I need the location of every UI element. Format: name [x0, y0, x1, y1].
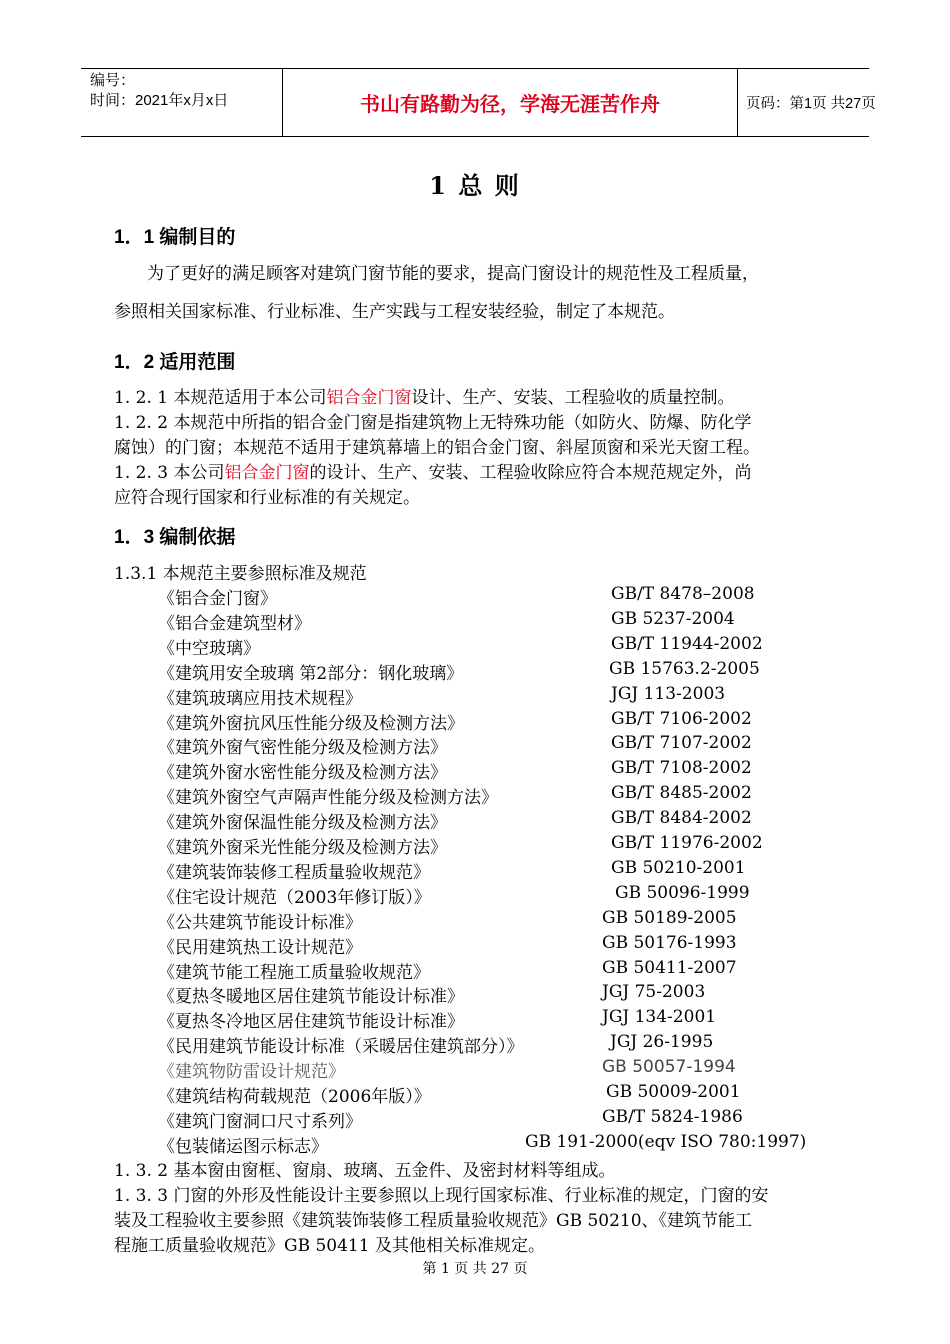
reference-name: 《夏热冬冷地区居住建筑节能设计标准》 [158, 1012, 464, 1033]
reference-name: 《建筑结构荷载规范（2006年版）》 [158, 1087, 431, 1107]
page-footer: 第 1 页 共 27 页 [422, 1261, 528, 1277]
reference-name: 《铝合金门窗》 [158, 589, 277, 609]
reference-code: GB 50009-2001 [606, 1082, 741, 1102]
clause-1-2-2-cont: 腐蚀）的门窗；本规范不适用于建筑幕墙上的铝合金门窗、斜屋顶窗和采光天窗工程。 [114, 438, 760, 458]
clause-1-2-2: 1. 2. 2 本规范中所指的铝合金门窗是指建筑物上无特殊功能（如防火、防爆、防化学 [114, 413, 752, 433]
reference-code: JGJ 26-1995 [610, 1032, 714, 1053]
reference-name: 《建筑外窗气密性能分级及检测方法》 [158, 738, 447, 759]
reference-code: GB 15763.2-2005 [609, 658, 760, 679]
header-motto: 书山有路勤为径，学海无涯苦作舟 [282, 69, 738, 136]
reference-code: GB 50210-2001 [611, 857, 746, 878]
document-number-label: 编号： [90, 72, 136, 89]
reference-name: 《中空玻璃》 [158, 638, 260, 659]
reference-code: GB/T 5824-1986 [602, 1106, 743, 1127]
clause-text: 设计、生产、安装、工程验收的质量控制。 [411, 388, 735, 408]
section-heading-1-1: 1．1 编制目的 [114, 227, 236, 248]
clause-text: 的设计、生产、安装、工程验收除应符合本规范规定外，尚 [309, 463, 752, 483]
chapter-title: 1 总 则 [429, 171, 521, 200]
reference-code: GB/T 11944-2002 [611, 633, 763, 654]
reference-name: 《夏热冬暖地区居住建筑节能设计标准》 [158, 987, 464, 1008]
reference-name: 《包装储运图示标志》 [158, 1136, 328, 1157]
clause-text: 1. 2. 3 本公司 [114, 463, 225, 483]
reference-name: 《建筑外窗空气声隔声性能分级及检测方法》 [158, 788, 498, 809]
section-heading-1-3: 1．3 编制依据 [114, 527, 236, 548]
clause-1-3-3-cont: 装及工程验收主要参照《建筑装饰装修工程质量验收规范》GB 50210、《建筑节能工 [114, 1211, 753, 1231]
reference-name: 《建筑外窗水密性能分级及检测方法》 [158, 763, 447, 784]
highlight-text: 铝合金门窗 [224, 463, 310, 483]
reference-code: JGJ 75-2003 [602, 982, 706, 1003]
reference-name: 《建筑节能工程施工质量验收规范》 [158, 962, 430, 983]
reference-code: GB/T 8478–2008 [611, 584, 755, 604]
reference-code: GB/T 8485-2002 [611, 783, 752, 804]
reference-name: 《住宅设计规范（2003年修订版）》 [158, 887, 431, 908]
header-table [81, 68, 876, 137]
clause-1-2-1 [114, 383, 734, 408]
reference-name: 《民用建筑节能设计标准（采暖居住建筑部分）》 [158, 1037, 524, 1058]
reference-name: 《建筑外窗采光性能分级及检测方法》 [158, 838, 447, 858]
reference-name: 《铝合金建筑型材》 [158, 613, 311, 634]
clause-1-2-3 [114, 458, 751, 483]
paragraph-line: 为了更好的满足顾客对建筑门窗节能的要求，提高门窗设计的规范性及工程质量， [147, 264, 759, 284]
reference-code: GB/T 7107-2002 [611, 733, 752, 754]
reference-code: GB/T 7106-2002 [611, 708, 752, 729]
reference-code: GB 50176-1993 [602, 932, 737, 953]
reference-name: 《建筑门窗洞口尺寸系列》 [158, 1111, 362, 1132]
reference-code: GB 191-2000(eqv ISO 780:1997) [525, 1131, 807, 1152]
reference-code: GB 5237-2004 [611, 608, 735, 629]
document-date: 时间：2021年x月x日 [90, 92, 229, 109]
reference-name: 《建筑外窗抗风压性能分级及检测方法》 [158, 713, 464, 734]
reference-code: JGJ 113-2003 [611, 683, 726, 704]
reference-code: GB/T 8484-2002 [611, 808, 752, 829]
reference-name: 《建筑外窗保温性能分级及检测方法》 [158, 813, 447, 834]
reference-code: GB/T 7108-2002 [611, 758, 752, 779]
reference-name: 《建筑物防雷设计规范》 [158, 1062, 345, 1083]
highlight-text: 铝合金门窗 [326, 388, 412, 408]
reference-code: GB 50411-2007 [602, 957, 737, 978]
reference-name: 《公共建筑节能设计标准》 [158, 912, 362, 933]
reference-name: 《建筑用安全玻璃 第2部分：钢化玻璃》 [158, 663, 464, 684]
clause-text: 1. 2. 1 本规范适用于本公司 [114, 388, 327, 408]
header-meta-cell [81, 69, 281, 136]
header-page-info: 页码：第1页 共27页 [746, 96, 876, 112]
reference-name: 《民用建筑热工设计规范》 [158, 937, 362, 958]
reference-code: GB 50096-1999 [615, 882, 750, 903]
clause-1-3-1: 1.3.1 本规范主要参照标准及规范 [114, 564, 367, 584]
clause-1-3-3: 1. 3. 3 门窗的外形及性能设计主要参照以上现行国家标准、行业标准的规定，门窗的安 [114, 1186, 769, 1206]
paragraph-line: 参照相关国家标准、行业标准、生产实践与工程安装经验，制定了本规范。 [114, 302, 675, 322]
reference-code: GB 50189-2005 [602, 907, 737, 928]
clause-1-3-3-cont: 程施工质量验收规范》GB 50411 及其他相关标准规定。 [114, 1236, 545, 1256]
clause-1-2-3-cont: 应符合现行国家和行业标准的有关规定。 [114, 488, 420, 508]
reference-code: GB 50057-1994 [602, 1057, 736, 1078]
reference-code: JGJ 134-2001 [602, 1007, 717, 1028]
section-heading-1-2: 1．2 适用范围 [114, 352, 236, 373]
clause-1-3-2: 1. 3. 2 基本窗由窗框、窗扇、玻璃、五金件、及密封材料等组成。 [114, 1161, 616, 1181]
reference-name: 《建筑装饰装修工程质量验收规范》 [158, 862, 430, 883]
reference-code: GB/T 11976-2002 [611, 833, 763, 853]
reference-name: 《建筑玻璃应用技术规程》 [158, 688, 362, 709]
